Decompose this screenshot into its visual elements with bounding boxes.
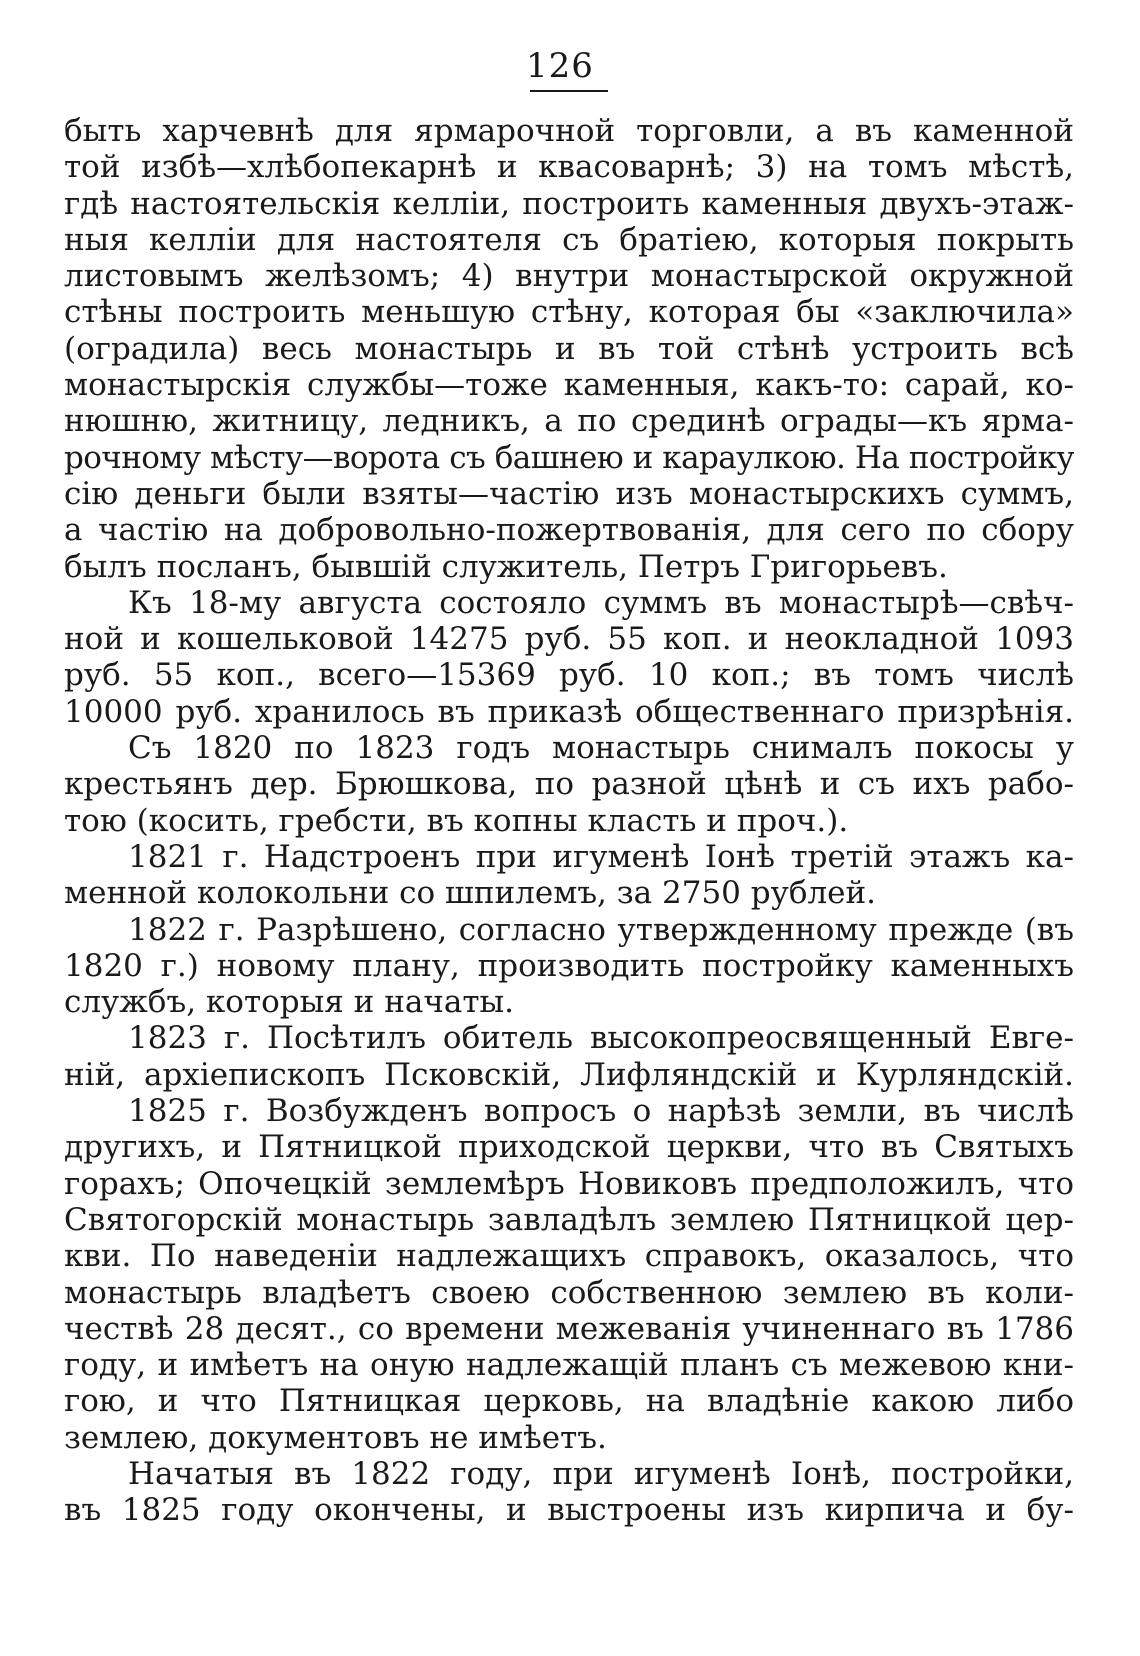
text-line: листовымъ желѣзомъ; 4) внутри монастырской окружной <box>64 258 1074 295</box>
text-line: монастырскія службы—тоже каменныя, какъ-то: сарай, ко- <box>64 367 1074 404</box>
text-line: 1822 г. Разрѣшено, согласно утвержденному прежде (въ <box>128 911 1074 948</box>
text-line: 10000 руб. хранилось въ приказѣ общественнаго призрѣнія. <box>64 693 1074 730</box>
text-line: Съ 1820 по 1823 годъ монастырь снималъ покосы у <box>128 730 1074 767</box>
text-line: ной и кошельковой 14275 руб. 55 коп. и неокладной 1093 <box>64 621 1074 658</box>
text-line: менной колокольни со шпилемъ, за 2750 рублей. <box>64 875 877 912</box>
text-line: 1821 г. Надстроенъ при игуменѣ Іонѣ третій этажъ ка- <box>128 838 1074 875</box>
text-line: монастырь владѣетъ своею собственною землею въ коли- <box>64 1274 1074 1311</box>
text-line: 1820 г.) новому плану, производить постройку каменныхъ <box>64 947 1074 984</box>
text-line: былъ посланъ, бывшій служитель, Петръ Григорьевъ. <box>64 548 948 585</box>
text-line: году, и имѣетъ на оную надлежащій планъ съ межевою кни- <box>64 1347 1074 1384</box>
text-line: 1825 г. Возбужденъ вопросъ о нарѣзѣ земли, въ числѣ <box>128 1093 1074 1130</box>
text-line: Начатыя въ 1822 году, при игуменѣ Іонѣ, постройки, <box>128 1455 1074 1492</box>
text-line: чествѣ 28 десят., со времени межеванія учиненнаго въ 1786 <box>64 1310 1074 1347</box>
text-line: нюшню, житницу, ледникъ, а по срединѣ ограды—къ ярма- <box>64 403 1074 440</box>
text-line: горахъ; Опочецкій землемѣръ Новиковъ предположилъ, что <box>64 1165 1074 1202</box>
text-line: другихъ, и Пятницкой приходской церкви, что въ Святыхъ <box>64 1129 1074 1166</box>
text-line: службъ, которыя и начаты. <box>64 984 514 1021</box>
text-line: той избѣ—хлѣбопекарнѣ и квасоварнѣ; 3) на томъ мѣстѣ, <box>64 149 1074 186</box>
text-line: ныя келліи для настоятеля съ братіею, которыя покрыть <box>64 221 1074 258</box>
text-line: Къ 18-му августа состояло суммъ въ монастырѣ—свѣч- <box>128 584 1074 621</box>
text-line: гдѣ настоятельскія келліи, построить каменныя двухъ-этаж- <box>64 185 1074 222</box>
text-line: а частію на добровольно-пожертвованія, для сего по сбору <box>64 512 1074 549</box>
text-line: Святогорскій монастырь завладѣлъ землею Пятницкой цер- <box>64 1201 1074 1238</box>
text-line: (оградила) весь монастырь и въ той стѣнѣ устроить всѣ <box>64 330 1074 367</box>
text-line: тою (косить, гребсти, въ копны класть и проч.). <box>64 802 849 839</box>
text-line: ній, архіепископъ Псковскій, Лифляндскій и Курляндскій. <box>64 1056 1074 1093</box>
text-line: гою, и что Пятницкая церковь, на владѣніе какою либо <box>64 1383 1074 1420</box>
text-line: 1823 г. Посѣтилъ обитель высокопреосвященный Евге- <box>128 1020 1074 1057</box>
text-line: въ 1825 году окончены, и выстроены изъ кирпича и бу- <box>64 1492 1074 1529</box>
text-line: рочному мѣсту—ворота съ башнею и караулкою. На постройку <box>64 439 1074 476</box>
text-line: землею, документовъ не имѣетъ. <box>64 1419 607 1456</box>
body-text <box>64 113 1074 1529</box>
text-line: стѣны построить меньшую стѣну, которая бы «заключила» <box>64 294 1074 331</box>
text-line: крестьянъ дер. Брюшкова, по разной цѣнѣ и съ ихъ рабо- <box>64 766 1074 803</box>
text-line: руб. 55 коп., всего—15369 руб. 10 коп.; въ томъ числѣ <box>64 657 1074 694</box>
page-number: 126 <box>526 46 594 86</box>
text-line: кви. По наведеніи надлежащихъ справокъ, оказалось, что <box>64 1238 1074 1275</box>
text-line: сію деньги были взяты—частію изъ монастырскихъ суммъ, <box>64 475 1074 512</box>
text-line: быть харчевнѣ для ярмарочной торговли, а въ каменной <box>64 113 1074 149</box>
page-number-rule <box>530 90 608 92</box>
